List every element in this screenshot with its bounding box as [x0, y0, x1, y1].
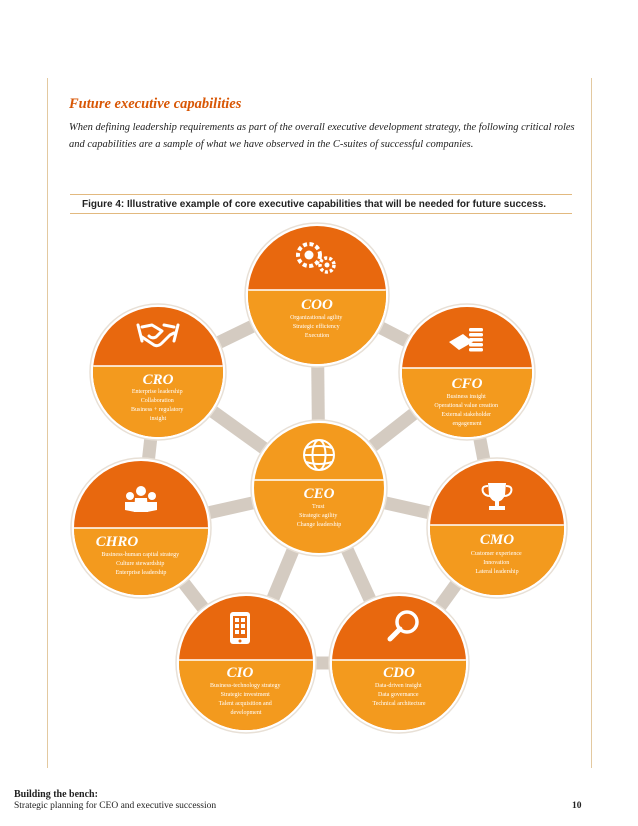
- capability-text: Business + regulatory: [131, 407, 184, 413]
- role-circle-cdo: [322, 590, 477, 740]
- section-intro: When defining leadership requirements as part of the overall executive development strategy, the following critical roles and capabilities are a sample of what we have observed in the C-suites of successful companies.: [69, 122, 575, 150]
- role-title-cro: CRO: [142, 372, 174, 388]
- role-circle-cfo: [395, 300, 545, 448]
- capability-text: engagement: [452, 421, 482, 427]
- role-title-cfo: CFO: [451, 376, 483, 392]
- role-circle-cio: [170, 590, 325, 740]
- role-title-cio: CIO: [226, 665, 254, 681]
- capability-text: Strategic agility: [299, 513, 338, 519]
- capability-text: External stakeholder: [441, 412, 491, 418]
- role-circle-coo: [240, 220, 400, 380]
- svg-text:Data-driven insight Data: [372, 683, 425, 707]
- role-circle-cro: [85, 300, 235, 446]
- capability-text: Enterprise leadership: [131, 389, 183, 395]
- capability-text: Strategic efficiency: [292, 324, 340, 330]
- capability-text: Technical architecture: [372, 701, 426, 707]
- capability-text: Business-human capital strategy: [101, 552, 180, 558]
- capability-text: Collaboration: [140, 398, 174, 404]
- capability-text: Business-technology strategy: [210, 683, 281, 689]
- capability-text: Organizational agility: [290, 315, 343, 321]
- footer-title: Building the bench:: [14, 789, 98, 800]
- role-title-ceo: CEO: [303, 486, 335, 502]
- role-circle-cmo: [420, 455, 575, 605]
- role-title-cmo: CMO: [479, 532, 515, 548]
- capability-text: Trust: [312, 504, 325, 510]
- capability-text: Data-driven insight: [375, 683, 422, 689]
- capability-text: Strategic investment: [220, 692, 270, 698]
- capability-text: Execution: [304, 333, 330, 339]
- capability-text: Customer experience: [470, 551, 522, 557]
- tablet-icon: [230, 612, 250, 644]
- section-title: Future executive capabilities: [69, 96, 242, 112]
- role-title-coo: COO: [301, 297, 333, 313]
- capability-text: insight: [149, 416, 167, 422]
- capability-text: Enterprise leadership: [115, 570, 167, 576]
- footer-subtitle: Strategic planning for CEO and executive succession: [14, 801, 217, 811]
- capability-text: Change leadership: [296, 522, 342, 528]
- figure-caption: Figure 4: Illustrative example of core executive capabilities that will be needed for future success.: [82, 199, 547, 210]
- role-title-chro: CHRO: [95, 534, 139, 550]
- capability-text: Business insight: [446, 394, 486, 400]
- capability-text: Data governance: [378, 692, 419, 698]
- page-number: 10: [572, 801, 582, 811]
- role-title-cdo: CDO: [383, 665, 415, 681]
- role-circle-chro: [65, 455, 220, 608]
- capability-text: Operational value creation: [434, 403, 499, 409]
- capability-text: Talent acquisition and: [218, 701, 272, 707]
- capability-text: development: [230, 710, 262, 716]
- capability-text: Innovation: [483, 560, 510, 566]
- capability-text: Lateral leadership: [475, 569, 519, 575]
- capability-text: Culture stewardship: [116, 561, 165, 567]
- role-circle-ceo: [245, 415, 395, 560]
